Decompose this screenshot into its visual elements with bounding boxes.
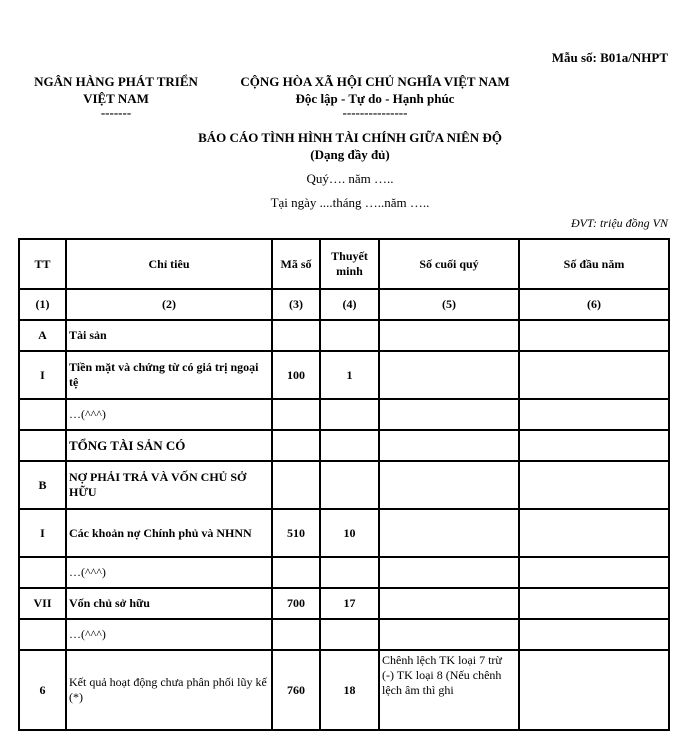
table-header-row [19, 239, 669, 289]
column-number: (3) [272, 289, 320, 320]
column-number: (4) [320, 289, 379, 320]
nation-motto: Độc lập - Tự do - Hạnh phúc [295, 91, 455, 106]
row-item: Kết quả hoạt động chưa phân phối lũy kế (*) [66, 650, 272, 730]
row-tt [19, 619, 66, 650]
row-begin-value [519, 509, 669, 557]
row-begin-value [519, 619, 669, 650]
row-note [320, 399, 379, 430]
row-tt: 6 [19, 650, 66, 730]
column-number: (1) [19, 289, 66, 320]
row-tt [19, 557, 66, 588]
row-code [272, 430, 320, 461]
column-number-row [19, 289, 669, 320]
row-item: …(^^^) [66, 619, 272, 650]
row-tt: VII [19, 588, 66, 619]
financial-report-table [18, 238, 670, 731]
row-tt: I [19, 509, 66, 557]
row-note [320, 430, 379, 461]
row-code: 760 [272, 650, 320, 730]
table-row [19, 650, 669, 730]
row-code [272, 399, 320, 430]
row-note [320, 320, 379, 351]
table-row [19, 399, 669, 430]
row-end-value [379, 351, 519, 399]
table-row [19, 509, 669, 557]
report-title: BÁO CÁO TÌNH HÌNH TÀI CHÍNH GIỮA NIÊN ĐỘ [198, 130, 502, 145]
table-row [19, 461, 669, 509]
row-item: NỢ PHẢI TRẢ VÀ VỐN CHỦ SỞ HỮU [66, 461, 272, 509]
row-end-value [379, 399, 519, 430]
row-begin-value [519, 588, 669, 619]
national-motto-header [222, 73, 528, 119]
row-code [272, 320, 320, 351]
row-item: TỔNG TÀI SẢN CÓ [66, 430, 272, 461]
row-item: …(^^^) [66, 399, 272, 430]
row-end-value [379, 509, 519, 557]
report-quarter: Quý…. năm ….. [306, 171, 394, 186]
row-code [272, 461, 320, 509]
column-number: (2) [66, 289, 272, 320]
organization-name-line1: NGÂN HÀNG PHÁT TRIỂN [34, 74, 198, 89]
table-row [19, 619, 669, 650]
row-begin-value [519, 351, 669, 399]
column-number: (6) [519, 289, 669, 320]
row-item: Các khoản nợ Chính phủ và NHNN [66, 509, 272, 557]
row-item: Tiền mặt và chứng từ có giá trị ngoại tệ [66, 351, 272, 399]
row-begin-value [519, 430, 669, 461]
row-code: 700 [272, 588, 320, 619]
row-item: …(^^^) [66, 557, 272, 588]
row-item: Vốn chủ sở hữu [66, 588, 272, 619]
row-tt [19, 430, 66, 461]
row-end-value [379, 320, 519, 351]
row-note [320, 619, 379, 650]
row-note: 10 [320, 509, 379, 557]
row-begin-value [519, 557, 669, 588]
header-note: Thuyết minh [320, 239, 379, 289]
report-subtitle: (Dạng đầy đủ) [310, 147, 390, 162]
table-row [19, 320, 669, 351]
row-tt: I [19, 351, 66, 399]
row-note [320, 461, 379, 509]
organization-header [18, 73, 214, 119]
row-begin-value [519, 320, 669, 351]
row-code [272, 619, 320, 650]
row-note [320, 557, 379, 588]
row-tt [19, 399, 66, 430]
row-begin-value [519, 650, 669, 730]
table-row [19, 588, 669, 619]
unit-label: ĐVT: triệu đồng VN [570, 216, 668, 230]
row-code: 100 [272, 351, 320, 399]
row-code [272, 557, 320, 588]
organization-divider: ------- [100, 105, 132, 120]
row-end-value [379, 430, 519, 461]
column-number: (5) [379, 289, 519, 320]
nation-divider: --------------- [342, 105, 408, 120]
row-end-value: Chênh lệch TK loại 7 trừ (-) TK loại 8 (Nếu chênh lệch âm thì ghi [379, 650, 519, 730]
row-tt: B [19, 461, 66, 509]
row-code: 510 [272, 509, 320, 557]
header-item: Chỉ tiêu [66, 239, 272, 289]
form-code: Mẫu số: B01a/NHPT [551, 50, 668, 65]
row-begin-value [519, 461, 669, 509]
row-note: 1 [320, 351, 379, 399]
row-end-value [379, 619, 519, 650]
row-note: 17 [320, 588, 379, 619]
row-item: Tài sản [66, 320, 272, 351]
row-end-value [379, 588, 519, 619]
organization-name-line2: VIỆT NAM [83, 91, 149, 106]
row-end-value [379, 557, 519, 588]
row-note: 18 [320, 650, 379, 730]
row-end-value [379, 461, 519, 509]
header-end-of-quarter: Số cuối quý [379, 239, 519, 289]
row-begin-value [519, 399, 669, 430]
table-row [19, 351, 669, 399]
table-row [19, 557, 669, 588]
header-code: Mã số [272, 239, 320, 289]
report-date: Tại ngày ....tháng …..năm ….. [270, 195, 430, 210]
row-tt: A [19, 320, 66, 351]
header-beginning-of-year: Số đầu năm [519, 239, 669, 289]
nation-name: CỘNG HÒA XÃ HỘI CHỦ NGHĨA VIỆT NAM [240, 74, 510, 89]
table-row [19, 430, 669, 461]
header-tt: TT [19, 239, 66, 289]
